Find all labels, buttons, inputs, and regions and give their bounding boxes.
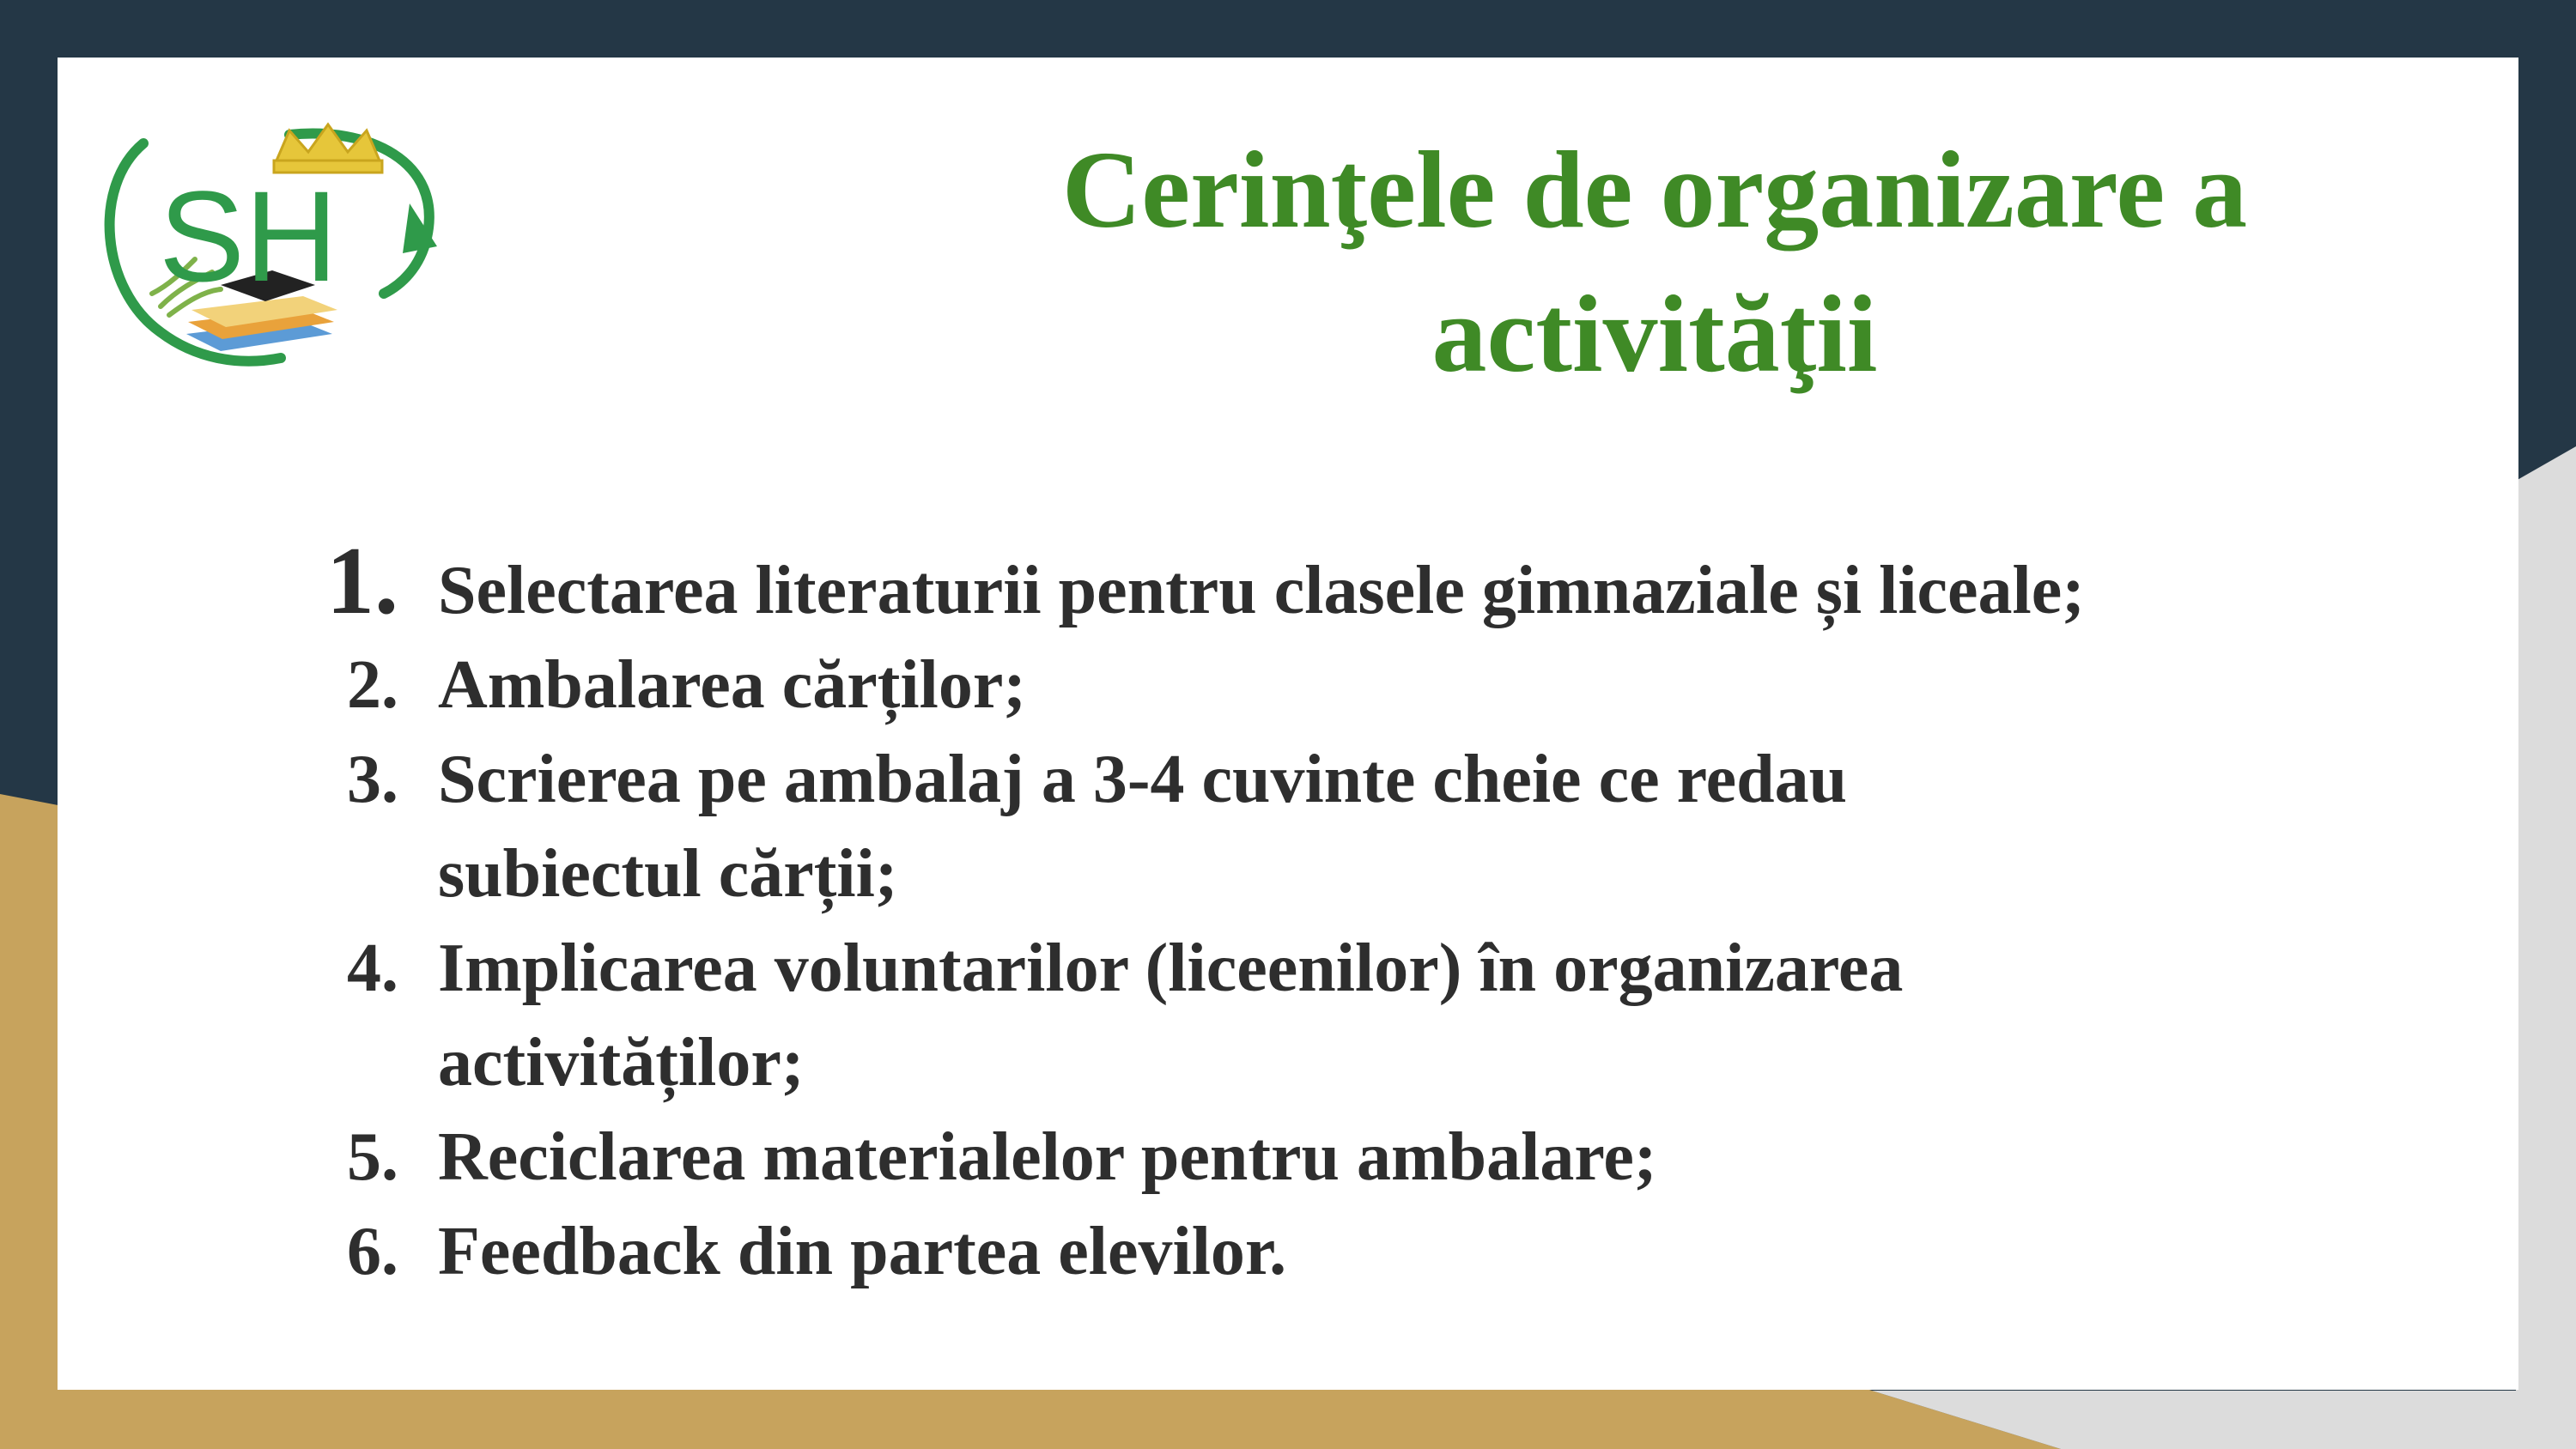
background-gray-wedge-right [2516, 446, 2576, 1449]
slide-card [58, 58, 2518, 1390]
list-item-text [438, 543, 2410, 638]
list-item [281, 732, 2410, 921]
slide-title-line-2: activităţii [1431, 273, 1878, 395]
list-item-number: 6. [347, 1214, 398, 1289]
slide-title [916, 118, 2393, 406]
list-item-text [438, 638, 2410, 732]
list-item-line: activităților; [438, 1025, 805, 1100]
list-item-text [438, 1204, 2410, 1299]
list-item-number: 5. [347, 1119, 398, 1195]
list-item-number: 1. [326, 528, 398, 634]
slide-title-line-1: Cerinţele de organizare a [1061, 129, 2248, 251]
list-item-line: Reciclarea materialelor pentru ambalare; [438, 1119, 1657, 1195]
list-item-line: Scrierea pe ambalaj a 3-4 cuvinte cheie ce redau [438, 742, 1848, 817]
list-item-line: Ambalarea cărților; [438, 647, 1026, 723]
list-item-number: 3. [347, 742, 398, 817]
list-item [281, 638, 2410, 732]
list-item-line: Selectarea literaturii pentru clasele gimnaziale și liceale; [438, 553, 2085, 628]
list-item [281, 921, 2410, 1110]
list-item-text [438, 1110, 2410, 1204]
list-item-text [438, 732, 2410, 921]
list-item-text [438, 921, 2410, 1110]
list-item-line: Feedback din partea elevilor. [438, 1214, 1287, 1289]
list-item [281, 528, 2410, 638]
list-item-line: subiectul cărții; [438, 836, 898, 912]
list-item-number: 2. [347, 647, 398, 723]
list-item-line: Implicarea voluntarilor (liceenilor) în organizarea [438, 931, 1904, 1006]
school-logo [83, 109, 453, 392]
requirements-list [281, 528, 2410, 1299]
list-item-number: 4. [347, 931, 398, 1006]
list-item [281, 1204, 2410, 1299]
logo-letters: SH [159, 164, 338, 308]
list-item [281, 1110, 2410, 1204]
